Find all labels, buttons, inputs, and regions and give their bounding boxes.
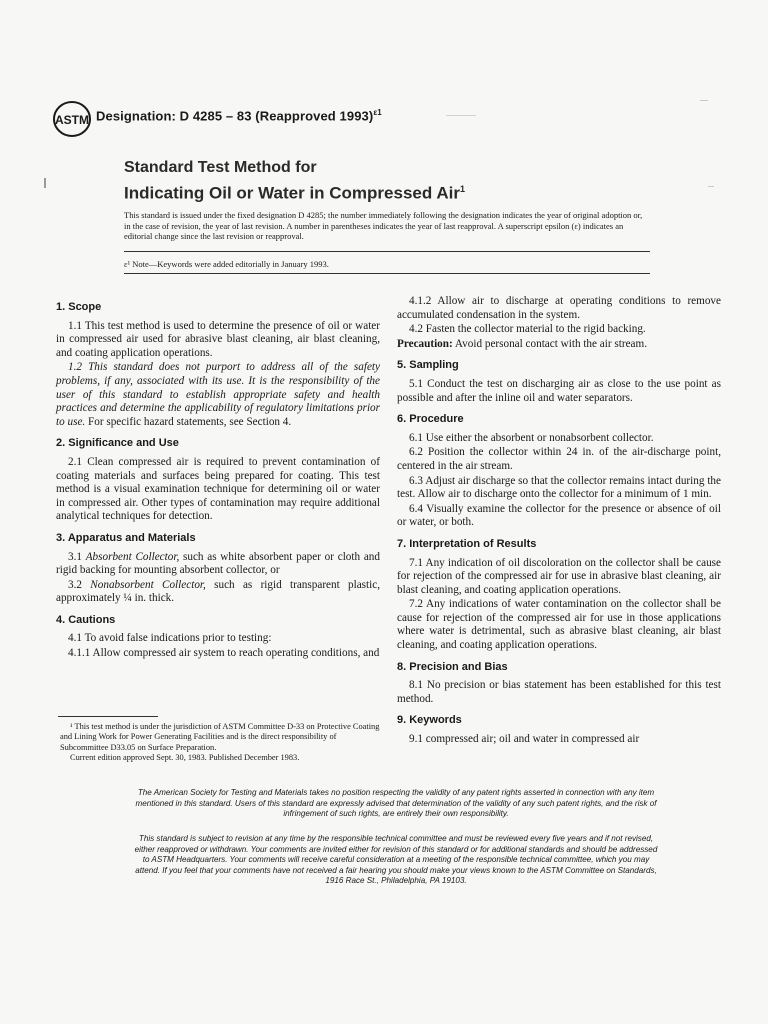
paragraph — [56, 551, 380, 578]
section-heading: 7. Interpretation of Results — [397, 537, 537, 550]
section-heading: 4. Cautions — [56, 613, 116, 626]
right-column — [397, 295, 721, 755]
logo-text: ASTM — [55, 113, 89, 127]
paragraph — [56, 361, 380, 429]
left-column — [56, 295, 380, 669]
astm-logo — [52, 100, 92, 138]
section-precision — [397, 661, 721, 707]
document-title — [124, 158, 465, 205]
section-heading: 3. Apparatus and Materials — [56, 531, 196, 544]
paragraph-tail: such as rigid transparent plastic, approximately ¼ in. thick. — [56, 578, 381, 605]
term: Nonabsorbent Collector, — [90, 578, 206, 591]
title-line-2-text: Indicating Oil or Water in Compressed Air — [124, 183, 460, 203]
paragraph: 4.1.2 Allow air to discharge at operating conditions to remove accumulated condensation in the system. — [397, 295, 721, 321]
paragraph: 6.4 Visually examine the collector for the presence or absence of oil or water, or both. — [397, 502, 721, 529]
section-heading: 5. Sampling — [397, 359, 459, 372]
section-heading: 1. Scope — [56, 301, 102, 313]
title-line-2 — [124, 178, 465, 205]
designation-epsilon: ε1 — [373, 108, 382, 117]
paragraph: 8.1 No precision or bias statement has been established for this test method. — [397, 679, 721, 705]
section-heading: 8. Precision and Bias — [397, 660, 508, 673]
footnote — [60, 722, 380, 764]
paragraph-tail: Avoid personal contact with the air stream. — [452, 337, 648, 350]
revision-notice: This standard is subject to revision at any time by the responsible technical committee and must be reviewed every five years and if not revised, either reapproved or withdrawn. Your comments are invited either for revision of this standard or for additional standards and should be addressed to ASTM Headquarters. Your comments will receive careful consideration at a meeting of the responsible technical committee, which you may attend. If you feel that your comments have not received a fair hearing you should make your views known to the ASTM Committee on Standards, 1916 Race St., Philadelphia, PA 19103. — [134, 834, 658, 885]
section-heading: 6. Procedure — [397, 413, 464, 426]
header-rule-top — [124, 251, 650, 252]
paragraph: 5.1 Conduct the test on discharging air as close to the use point as possible and after the inline oil and water separators. — [397, 377, 721, 404]
paragraph — [397, 338, 721, 352]
paragraph — [56, 579, 380, 606]
section-interpretation — [397, 538, 721, 653]
paragraph: 7.2 Any indications of water contamination on the collector shall be cause for rejection of the compressed air for use in those applications where water is detrimental, such as abrasive blast cleaning, air blast cleaning, and coating application operations. — [397, 598, 721, 652]
section-apparatus — [56, 532, 380, 606]
section-sampling — [397, 359, 721, 405]
section-keywords — [397, 714, 721, 746]
section-heading: 2. Significance and Use — [56, 437, 179, 450]
designation-text: Designation: D 4285 – 83 (Reapproved 1993) — [96, 108, 374, 124]
paragraph-tail: such as white absorbent paper or cloth and rigid backing for mounting absorbent collector, or — [56, 550, 380, 577]
section-cautions — [56, 614, 380, 661]
paragraph: 2.1 Clean compressed air is required to prevent contamination of coating materials and surfaces being prepared for coating. This test method is a visual examination technique for determining oil or water in compressed air. Other types of contamination may require additional analytical techniques for detection. — [56, 455, 380, 523]
paragraph: 1.1 This test method is used to determine the presence of oil or water in compressed air used for abrasive blast cleaning, air blast cleaning, and coating application operations. — [56, 319, 380, 359]
editorial-note: ε¹ Note—Keywords were added editorially in January 1993. — [124, 259, 329, 269]
paragraph: 6.3 Adjust air discharge so that the collector remains intact during the test. Allow air to discharge onto the collector for a minimum of 1 min. — [397, 474, 721, 501]
paragraph: 6.2 Position the collector within 24 in. of the air-discharge point, centered in the air stream. — [397, 446, 721, 472]
issuance-statement: This standard is issued under the fixed designation D 4285; the number immediately following the designation indicates the year of original adoption or, in the case of revision, the year of last revision. A number in parentheses indicates the year of last reapproval. A superscript epsilon (ε) indicates an editorial change since the last revision or reapproval. — [124, 210, 643, 241]
paragraph: 9.1 compressed air; oil and water in compressed air — [409, 733, 640, 746]
footnote-edition: Current edition approved Sept. 30, 1983. Published December 1983. — [70, 753, 300, 763]
footnote-text: ¹ This test method is under the jurisdiction of ASTM Committee D-33 on Protective Coating and Lining Work for Power Generating Facilities and is the direct responsibility of Subcommittee D33.05 on Surface Preparation. — [60, 722, 380, 752]
paragraph-tail: For specific hazard statements, see Section 4. — [85, 415, 292, 428]
patent-notice: The American Society for Testing and Materials takes no position respecting the validity of any patent rights asserted in connection with any item mentioned in this standard. Users of this standard are expressly advised that determination of the validity of any such patent rights, and the risk of infringement of such rights, are entirely their own responsibility. — [135, 788, 657, 818]
section-significance — [56, 437, 380, 524]
section-scope — [56, 301, 380, 429]
section-heading: 9. Keywords — [397, 714, 462, 727]
title-line-1: Standard Test Method for — [124, 159, 317, 176]
section-cautions-cont — [397, 295, 721, 351]
title-footnote-mark: 1 — [459, 184, 465, 194]
term: Absorbent Collector, — [85, 550, 180, 563]
designation — [96, 108, 382, 123]
header-rule-bottom — [124, 273, 650, 274]
paragraph: 4.1.1 Allow compressed air system to reach operating conditions, and — [68, 647, 380, 660]
paragraph-number: 3.1 — [68, 550, 86, 563]
scan-speck — [708, 186, 714, 187]
paragraph: 4.2 Fasten the collector material to the rigid backing. — [409, 323, 646, 336]
scan-speck — [44, 178, 46, 188]
footnote-rule — [58, 716, 158, 717]
section-procedure — [397, 413, 721, 530]
precaution-label: Precaution: — [397, 337, 453, 350]
paragraph: 7.1 Any indication of oil discoloration on the collector shall be cause for rejection of the compressed air for use in abrasive blast cleaning, air blast cleaning, and coating application operations. — [397, 556, 721, 596]
scan-speck — [700, 100, 708, 101]
paragraph-number: 3.2 — [68, 578, 91, 591]
scan-speck — [446, 115, 476, 116]
paragraph: 4.1 To avoid false indications prior to testing: — [68, 632, 272, 645]
paragraph: 6.1 Use either the absorbent or nonabsorbent collector. — [409, 431, 654, 444]
safety-statement: 1.2 This standard does not purport to address all of the safety problems, if any, associated with its use. It is the responsibility of the user of this standard to establish appropriate safety and health practices and determine the applicability of regulatory limitations prior to use. — [56, 361, 380, 428]
